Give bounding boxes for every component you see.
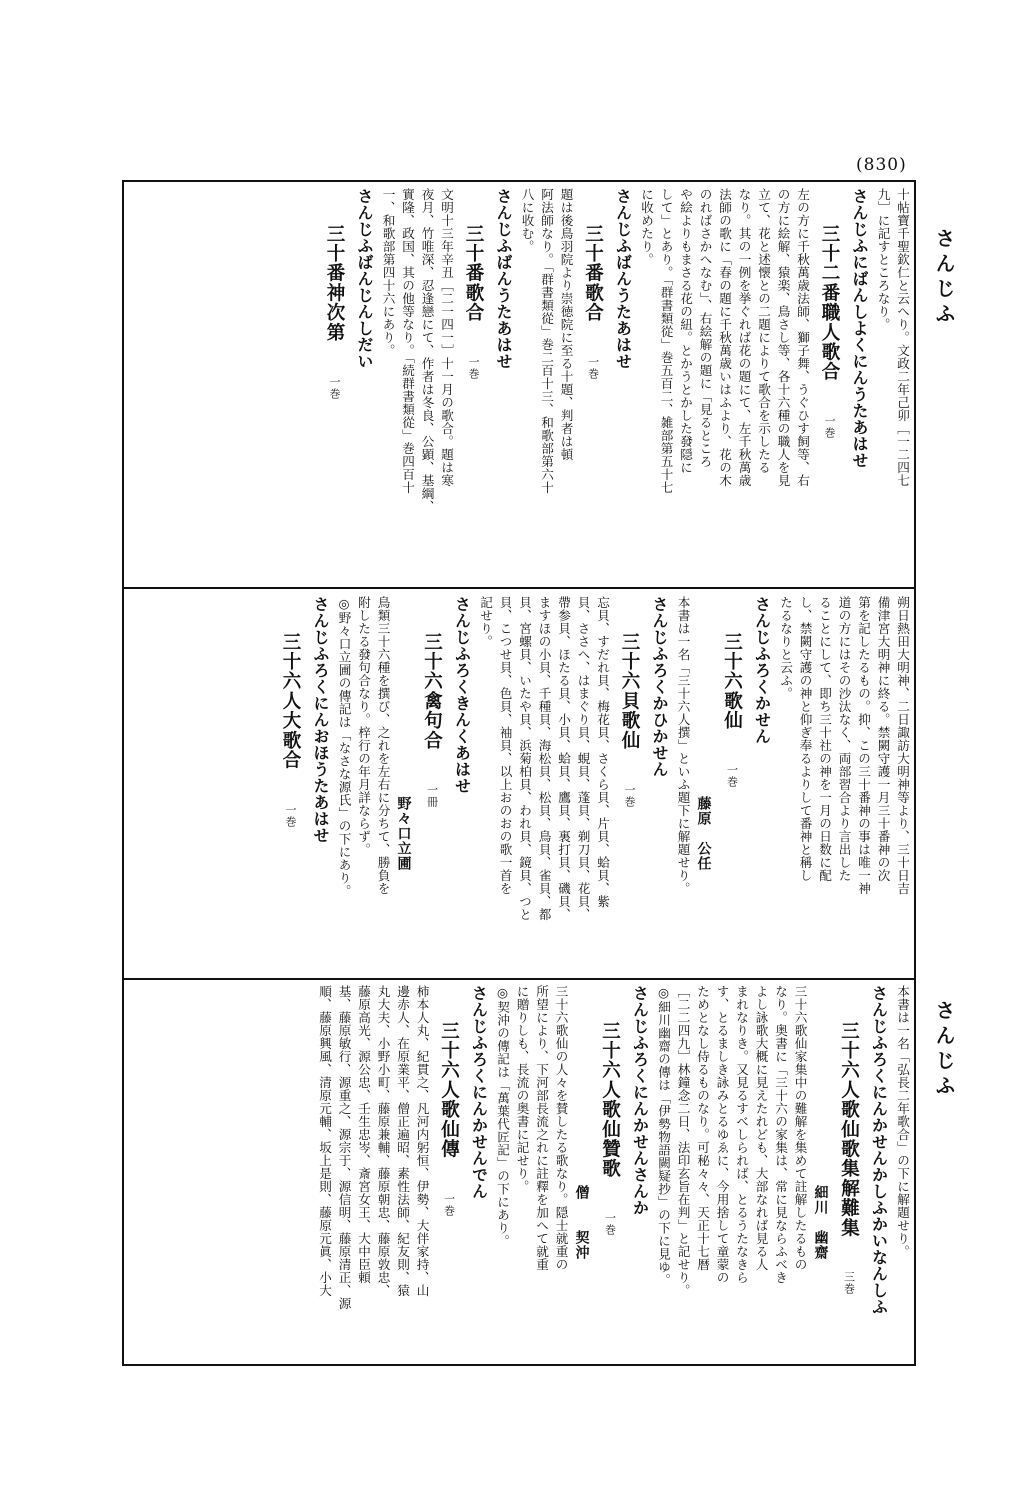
entry-volume-count: 一巻 bbox=[603, 1212, 617, 1237]
page-number: (830) bbox=[856, 155, 907, 175]
entry-author: 藤原 公任 bbox=[695, 796, 712, 871]
entry-reading: さんじふばんうたあはせ bbox=[494, 188, 513, 370]
entry-heading-title: 三十番神次第 bbox=[324, 224, 345, 343]
text-line: 道の方にはその沙汰なく、両部習合より言出した bbox=[836, 596, 852, 882]
text-line: ることにして、即ち三十社の神を一月の日数に配 bbox=[817, 596, 832, 882]
entry-reading: さんじふろくにんおほうたあはせ bbox=[311, 596, 330, 844]
text-line: 貝、こつせ貝、色貝、袖貝、以上おのおの歌一首を bbox=[497, 596, 513, 895]
entry-heading bbox=[715, 596, 749, 992]
text-line: 順、藤原興風、清原元輔、坂上是則、藤原元眞、小大 bbox=[317, 985, 332, 1297]
entry-reading: さんじふろくにんかせんかしふかいなんしふ bbox=[869, 985, 889, 1315]
text-line: 三十六歌仙の人々を賛したる歌なり。隠士就重の bbox=[553, 985, 569, 1271]
text-line: ◎野々口立圃の傳記は「なさな源氏」の下にあり。 bbox=[336, 596, 352, 898]
entry-volume-count: 一巻 bbox=[725, 764, 739, 789]
text-line: なり。奥書に「三十六の家集は、常に見ならふべき bbox=[773, 985, 788, 1284]
text-line: 九］に記すところなり。 bbox=[875, 188, 891, 331]
entry-reading: さんじふろくかひかせん bbox=[650, 596, 669, 778]
entry-heading-title: 三十六歌仙 bbox=[721, 632, 743, 731]
entry-volume-count: 一巻 bbox=[467, 356, 480, 381]
text-line: ◎契沖の傳記は「萬葉代匠記」の下にあり。 bbox=[495, 985, 510, 1248]
entry-heading bbox=[593, 985, 627, 1360]
entry-heading-title: 三十六人歌仙傳 bbox=[438, 1021, 460, 1159]
text-line: ◎細川幽齋の傳は「伊勢物語闕疑抄」の下に見ゆ。 bbox=[656, 985, 671, 1287]
entry-volume-count: 三巻 bbox=[842, 1271, 856, 1296]
text-line: 邊赤人、在原業平、僧正遍昭、素性法師、紀友則、猿 bbox=[395, 985, 410, 1297]
text-line: 備津宮大明神に終る。禁闕守護一月三十番神の次 bbox=[875, 596, 891, 882]
text-line: 三十六歌仙家集中の難解を集めて註解したるもの bbox=[792, 985, 808, 1271]
entry-heading-title: 三十六人大歌合 bbox=[280, 632, 301, 770]
middle-band bbox=[126, 596, 912, 992]
entry-reading: さんじふろくにんかせんさんか bbox=[630, 985, 650, 1216]
text-line: 左の方に千秋萬歳法師、獅子舞、うぐひす飼等、右 bbox=[795, 188, 810, 487]
text-line: 八に收む。 bbox=[519, 188, 535, 253]
entry-heading-title: 三十六人歌仙歌集解難集 bbox=[838, 1021, 860, 1238]
text-line: す、とるましき詠みとるゆゑに、今用捨して童蒙の bbox=[714, 985, 730, 1284]
text-line: し、禁闕守護の神と仰ぎ奉るよりして番神と稱し bbox=[797, 596, 813, 882]
text-line: まれなりき。又見るすべしられば、とるうたなきら bbox=[734, 985, 749, 1284]
bottom-band bbox=[126, 985, 912, 1360]
entry-volume-count: 一巻 bbox=[623, 783, 636, 808]
text-line: 文明十三年辛丑［二一四一］十一月の歌合。題は寒 bbox=[439, 188, 454, 487]
text-line: に收めたり。 bbox=[639, 188, 654, 266]
text-line: 貝、ささへ、はまぐり貝、蜆貝、蓬貝、剃刀貝、花貝、 bbox=[575, 596, 591, 921]
running-head-bottom: さんじふ bbox=[932, 1000, 956, 1100]
entry-heading bbox=[415, 596, 449, 992]
text-line: 立て、花と述懐との二題によりて歌合を示したる bbox=[756, 188, 771, 474]
text-line: 阿法師なり。「群書類從」巻二百十三、和歌部第六十 bbox=[539, 188, 554, 494]
top-band bbox=[126, 188, 912, 584]
text-line: ますほの小貝、千種貝、海松貝、松貝、鳥貝、雀貝、都 bbox=[536, 596, 552, 921]
entry-reading: さんじふろくかせん bbox=[752, 596, 772, 745]
text-line: 丸大夫、小野小町、藤原兼輔、藤原朝忠、藤原敦忠、 bbox=[375, 985, 391, 1297]
entry-reading: さんじふばんうたあはせ bbox=[613, 188, 633, 370]
entry-author: 野々口立圃 bbox=[395, 796, 412, 871]
entry-volume-count: 一巻 bbox=[328, 375, 341, 400]
entry-heading-title: 三十六人歌仙贊歌 bbox=[599, 1021, 621, 1179]
entry-heading bbox=[456, 188, 490, 584]
entry-author: 細川 幽齋 bbox=[812, 1185, 829, 1260]
text-line: や絵よりもまさる花の紐。とかうとかした發隠に bbox=[678, 188, 693, 474]
text-line: 實隆、政国、其の他等なり。「続群書類從」巻四百十 bbox=[400, 188, 415, 494]
text-line: ためとなし侍るものなり。可秘々々、天正十七暦 bbox=[695, 985, 710, 1271]
text-line: 貝、宮螺貝、いたや貝、浜菊柏貝、われ貝、鏡貝、つと bbox=[517, 596, 532, 921]
text-line: 柿本人丸、紀貫之、凡河内躬恒、伊勢、大伴家持、山 bbox=[414, 985, 430, 1297]
text-line: 十帖寶千聖欽仁と云へり。文政二年己卯［一二四七 bbox=[895, 188, 910, 487]
entry-heading-title: 三十六貝歌仙 bbox=[619, 632, 640, 751]
text-line: のればさかへなむ」、右絵解の題に「見るところ bbox=[697, 188, 713, 468]
text-line: 鳥類三十六種を撰び、之れを左右に分ちて、勝負を bbox=[375, 596, 391, 895]
entry-heading bbox=[273, 596, 307, 992]
text-line: 題は後鳥羽院より崇徳院に至る十題、判者は頓 bbox=[558, 188, 574, 461]
entry-author: 僧 契沖 bbox=[573, 1185, 590, 1260]
text-line: 所望により、下河部長流之れに註釋を加へて就重 bbox=[534, 985, 549, 1271]
entry-volume-count: 一冊 bbox=[425, 783, 439, 808]
entry-heading bbox=[812, 188, 846, 584]
text-line: 附したる發句合なり。梓行の年月詳ならず。 bbox=[356, 596, 371, 856]
entry-heading bbox=[612, 596, 646, 992]
text-line: たるなりと云ふ。 bbox=[778, 596, 793, 700]
entry-volume-count: 一巻 bbox=[586, 356, 600, 381]
text-line: よし詠歌大概に見えたれども、大部なれば見る人 bbox=[753, 985, 769, 1271]
entry-reading: さんじふばんじんしだい bbox=[355, 188, 374, 370]
text-line: 本書は一名「三十六人撰」といふ題下に解題せり。 bbox=[675, 596, 691, 895]
text-line: 夜月、竹唯深、忍逢戀にて、作者は冬良、公顕、基綱、 bbox=[419, 188, 435, 513]
text-line: 朔日熱田大明神、二日諏訪大明神等より、三十日吉 bbox=[895, 596, 910, 895]
text-line: 藤原高光、源公忠、壬生忠岑、斎宮女王、大中臣頼 bbox=[356, 985, 371, 1284]
entry-volume-count: 一巻 bbox=[442, 1192, 456, 1217]
text-line: の方に絵解、猿楽、鳥さし等、各十六種の職人を見 bbox=[775, 188, 791, 487]
text-line: 忘貝、すだれ貝、梅花貝、さくら貝、片貝、蛤貝、紫 bbox=[595, 596, 610, 908]
entry-reading: さんじふろくきんくあはせ bbox=[452, 596, 472, 794]
entry-heading-title: 三十番歌合 bbox=[582, 224, 604, 323]
text-line: 一、和歌部第四十六にあり。 bbox=[380, 188, 396, 357]
entry-heading bbox=[317, 188, 351, 584]
text-line: 本書は一名「弘長二年歌合」の下に解題せり。 bbox=[895, 985, 910, 1258]
running-head-top: さんじふ bbox=[932, 228, 956, 328]
text-line: して」とあり。「群書類從」巻五百二、雑部第五十七 bbox=[658, 188, 674, 494]
text-line: 基、藤原敏行、源重之、源宗于、源信明、藤原清正、源 bbox=[336, 985, 352, 1310]
entry-heading-title: 三十六禽句合 bbox=[421, 632, 443, 751]
divider-top bbox=[122, 587, 916, 589]
entry-volume-count: 一巻 bbox=[823, 415, 836, 440]
text-line: ［二二四九］林鐘念二日、法印玄旨在判」と記せり。 bbox=[675, 985, 691, 1297]
entry-reading: さんじふにばんしよくにんうたあはせ bbox=[850, 188, 869, 469]
entry-heading bbox=[432, 985, 466, 1360]
entry-heading-title: 三十二番職人歌合 bbox=[819, 224, 840, 382]
text-line: 第を記したるもの。抑、この三十番神の事は唯一神 bbox=[856, 596, 871, 895]
text-line: 法師の歌に「春の題に千秋萬歳いはふより、花の木 bbox=[717, 188, 732, 487]
text-line: 記せり。 bbox=[478, 596, 493, 648]
entry-heading-title: 三十番歌合 bbox=[463, 224, 484, 323]
text-line: に贈りしも、長流の奥書に記せり。 bbox=[514, 985, 530, 1193]
entry-reading: さんじふろくにんかせんでん bbox=[469, 985, 489, 1200]
entry-volume-count: 一巻 bbox=[284, 803, 297, 828]
entry-heading bbox=[832, 985, 866, 1360]
text-line: 帶参貝、ほたる貝、小貝、蛤貝、鷹貝、裏打貝、磯貝、 bbox=[556, 596, 571, 921]
text-line: なり。其の一例を挙ぐれば花の題にて、左千秋萬歳 bbox=[736, 188, 752, 487]
entry-heading bbox=[576, 188, 610, 584]
